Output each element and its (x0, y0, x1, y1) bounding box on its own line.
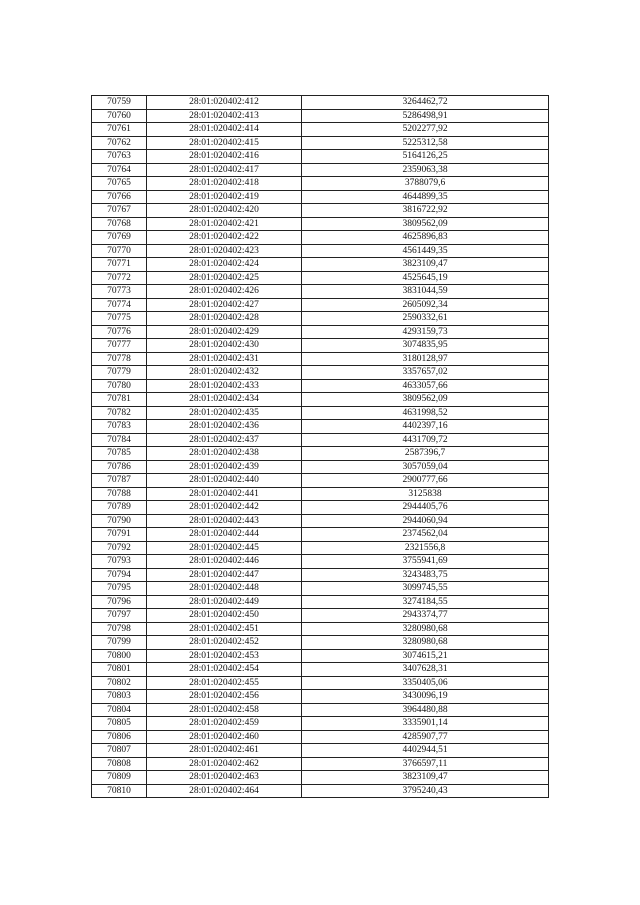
cadastral-number-cell: 28:01:020402:426 (147, 285, 302, 299)
value-cell: 2944060,94 (302, 514, 549, 528)
row-number-cell: 70772 (92, 271, 147, 285)
table-row (92, 609, 549, 623)
cadastral-number-cell: 28:01:020402:458 (147, 703, 302, 717)
cadastral-number-cell: 28:01:020402:462 (147, 757, 302, 771)
cadastral-number-cell: 28:01:020402:417 (147, 163, 302, 177)
table-row (92, 744, 549, 758)
row-number-cell: 70760 (92, 109, 147, 123)
cadastral-number-cell: 28:01:020402:428 (147, 312, 302, 326)
cadastral-number-cell: 28:01:020402:455 (147, 676, 302, 690)
cadastral-number-cell: 28:01:020402:418 (147, 177, 302, 191)
table-row (92, 717, 549, 731)
cadastral-number-cell: 28:01:020402:439 (147, 460, 302, 474)
value-cell: 4402397,16 (302, 420, 549, 434)
value-cell: 3335901,14 (302, 717, 549, 731)
row-number-cell: 70794 (92, 568, 147, 582)
cadastral-number-cell: 28:01:020402:449 (147, 595, 302, 609)
row-number-cell: 70792 (92, 541, 147, 555)
row-number-cell: 70799 (92, 636, 147, 650)
row-number-cell: 70789 (92, 501, 147, 515)
row-number-cell: 70790 (92, 514, 147, 528)
cadastral-number-cell: 28:01:020402:425 (147, 271, 302, 285)
value-cell: 3280980,68 (302, 622, 549, 636)
table-row (92, 352, 549, 366)
cadastral-number-cell: 28:01:020402:432 (147, 366, 302, 380)
value-cell: 2374562,04 (302, 528, 549, 542)
value-cell: 5286498,91 (302, 109, 549, 123)
row-number-cell: 70777 (92, 339, 147, 353)
table-row (92, 784, 549, 798)
cadastral-number-cell: 28:01:020402:452 (147, 636, 302, 650)
table-row (92, 312, 549, 326)
row-number-cell: 70759 (92, 96, 147, 110)
cadastral-number-cell: 28:01:020402:415 (147, 136, 302, 150)
row-number-cell: 70773 (92, 285, 147, 299)
row-number-cell: 70793 (92, 555, 147, 569)
table-body (92, 96, 549, 798)
table-row (92, 298, 549, 312)
row-number-cell: 70805 (92, 717, 147, 731)
table-row (92, 163, 549, 177)
cadastral-number-cell: 28:01:020402:460 (147, 730, 302, 744)
row-number-cell: 70786 (92, 460, 147, 474)
cadastral-number-cell: 28:01:020402:421 (147, 217, 302, 231)
value-cell: 2590332,61 (302, 312, 549, 326)
value-cell: 2943374,77 (302, 609, 549, 623)
cadastral-number-cell: 28:01:020402:427 (147, 298, 302, 312)
row-number-cell: 70765 (92, 177, 147, 191)
table-row (92, 190, 549, 204)
value-cell: 3057059,04 (302, 460, 549, 474)
table-row (92, 568, 549, 582)
table-row (92, 474, 549, 488)
table-row (92, 366, 549, 380)
value-cell: 3243483,75 (302, 568, 549, 582)
value-cell: 3766597,11 (302, 757, 549, 771)
cadastral-number-cell: 28:01:020402:463 (147, 771, 302, 785)
cadastral-number-cell: 28:01:020402:447 (147, 568, 302, 582)
table-row (92, 231, 549, 245)
cadastral-table (91, 95, 549, 798)
value-cell: 3823109,47 (302, 771, 549, 785)
cadastral-number-cell: 28:01:020402:445 (147, 541, 302, 555)
table-row (92, 690, 549, 704)
cadastral-number-cell: 28:01:020402:423 (147, 244, 302, 258)
value-cell: 3755941,69 (302, 555, 549, 569)
cadastral-number-cell: 28:01:020402:442 (147, 501, 302, 515)
row-number-cell: 70810 (92, 784, 147, 798)
row-number-cell: 70764 (92, 163, 147, 177)
cadastral-number-cell: 28:01:020402:461 (147, 744, 302, 758)
table-row (92, 676, 549, 690)
cadastral-number-cell: 28:01:020402:440 (147, 474, 302, 488)
value-cell: 5164126,25 (302, 150, 549, 164)
value-cell: 3795240,43 (302, 784, 549, 798)
row-number-cell: 70778 (92, 352, 147, 366)
table-row (92, 244, 549, 258)
value-cell: 3180128,97 (302, 352, 549, 366)
table-row (92, 771, 549, 785)
table-row (92, 757, 549, 771)
row-number-cell: 70804 (92, 703, 147, 717)
row-number-cell: 70766 (92, 190, 147, 204)
value-cell: 3074835,95 (302, 339, 549, 353)
row-number-cell: 70808 (92, 757, 147, 771)
row-number-cell: 70796 (92, 595, 147, 609)
cadastral-number-cell: 28:01:020402:456 (147, 690, 302, 704)
cadastral-number-cell: 28:01:020402:434 (147, 393, 302, 407)
table-row (92, 541, 549, 555)
value-cell: 2944405,76 (302, 501, 549, 515)
cadastral-number-cell: 28:01:020402:422 (147, 231, 302, 245)
row-number-cell: 70783 (92, 420, 147, 434)
table-row (92, 420, 549, 434)
table-row (92, 663, 549, 677)
value-cell: 4625896,83 (302, 231, 549, 245)
table-row (92, 271, 549, 285)
cadastral-number-cell: 28:01:020402:435 (147, 406, 302, 420)
value-cell: 2587396,7 (302, 447, 549, 461)
row-number-cell: 70795 (92, 582, 147, 596)
cadastral-number-cell: 28:01:020402:419 (147, 190, 302, 204)
value-cell: 3809562,09 (302, 393, 549, 407)
row-number-cell: 70768 (92, 217, 147, 231)
row-number-cell: 70802 (92, 676, 147, 690)
table-row (92, 622, 549, 636)
value-cell: 3788079,6 (302, 177, 549, 191)
cadastral-number-cell: 28:01:020402:441 (147, 487, 302, 501)
row-number-cell: 70788 (92, 487, 147, 501)
row-number-cell: 70791 (92, 528, 147, 542)
table-row (92, 447, 549, 461)
value-cell: 3407628,31 (302, 663, 549, 677)
table-row (92, 393, 549, 407)
table-row (92, 177, 549, 191)
value-cell: 3099745,55 (302, 582, 549, 596)
value-cell: 3264462,72 (302, 96, 549, 110)
row-number-cell: 70806 (92, 730, 147, 744)
cadastral-number-cell: 28:01:020402:459 (147, 717, 302, 731)
cadastral-number-cell: 28:01:020402:453 (147, 649, 302, 663)
table-row (92, 285, 549, 299)
value-cell: 4402944,51 (302, 744, 549, 758)
table-row (92, 96, 549, 110)
cadastral-number-cell: 28:01:020402:430 (147, 339, 302, 353)
cadastral-number-cell: 28:01:020402:413 (147, 109, 302, 123)
table-row (92, 433, 549, 447)
cadastral-number-cell: 28:01:020402:436 (147, 420, 302, 434)
row-number-cell: 70769 (92, 231, 147, 245)
value-cell: 4431709,72 (302, 433, 549, 447)
row-number-cell: 70770 (92, 244, 147, 258)
row-number-cell: 70761 (92, 123, 147, 137)
table-row (92, 555, 549, 569)
table-row (92, 460, 549, 474)
cadastral-number-cell: 28:01:020402:437 (147, 433, 302, 447)
value-cell: 3831044,59 (302, 285, 549, 299)
table-row (92, 582, 549, 596)
cadastral-number-cell: 28:01:020402:444 (147, 528, 302, 542)
value-cell: 3823109,47 (302, 258, 549, 272)
value-cell: 3816722,92 (302, 204, 549, 218)
value-cell: 4293159,73 (302, 325, 549, 339)
cadastral-number-cell: 28:01:020402:429 (147, 325, 302, 339)
cadastral-number-cell: 28:01:020402:414 (147, 123, 302, 137)
value-cell: 3809562,09 (302, 217, 549, 231)
row-number-cell: 70782 (92, 406, 147, 420)
row-number-cell: 70785 (92, 447, 147, 461)
table-row (92, 123, 549, 137)
row-number-cell: 70775 (92, 312, 147, 326)
cadastral-number-cell: 28:01:020402:424 (147, 258, 302, 272)
value-cell: 2359063,38 (302, 163, 549, 177)
table-row (92, 325, 549, 339)
table-row (92, 528, 549, 542)
cadastral-number-cell: 28:01:020402:450 (147, 609, 302, 623)
table-row (92, 406, 549, 420)
row-number-cell: 70780 (92, 379, 147, 393)
value-cell: 4633057,66 (302, 379, 549, 393)
table-row (92, 258, 549, 272)
value-cell: 3357657,02 (302, 366, 549, 380)
cadastral-number-cell: 28:01:020402:454 (147, 663, 302, 677)
table-row (92, 636, 549, 650)
row-number-cell: 70781 (92, 393, 147, 407)
cadastral-number-cell: 28:01:020402:412 (147, 96, 302, 110)
row-number-cell: 70787 (92, 474, 147, 488)
value-cell: 3430096,19 (302, 690, 549, 704)
value-cell: 4525645,19 (302, 271, 549, 285)
cadastral-number-cell: 28:01:020402:451 (147, 622, 302, 636)
value-cell: 4631998,52 (302, 406, 549, 420)
row-number-cell: 70771 (92, 258, 147, 272)
table-row (92, 730, 549, 744)
cadastral-number-cell: 28:01:020402:420 (147, 204, 302, 218)
value-cell: 3350405,06 (302, 676, 549, 690)
row-number-cell: 70767 (92, 204, 147, 218)
value-cell: 3274184,55 (302, 595, 549, 609)
row-number-cell: 70807 (92, 744, 147, 758)
cadastral-number-cell: 28:01:020402:443 (147, 514, 302, 528)
row-number-cell: 70762 (92, 136, 147, 150)
row-number-cell: 70763 (92, 150, 147, 164)
table-row (92, 150, 549, 164)
value-cell: 3280980,68 (302, 636, 549, 650)
table-row (92, 379, 549, 393)
cadastral-number-cell: 28:01:020402:438 (147, 447, 302, 461)
table-row (92, 487, 549, 501)
value-cell: 4285907,77 (302, 730, 549, 744)
value-cell: 4644899,35 (302, 190, 549, 204)
row-number-cell: 70784 (92, 433, 147, 447)
row-number-cell: 70779 (92, 366, 147, 380)
value-cell: 5225312,58 (302, 136, 549, 150)
row-number-cell: 70800 (92, 649, 147, 663)
table-row (92, 109, 549, 123)
cadastral-number-cell: 28:01:020402:431 (147, 352, 302, 366)
table-row (92, 595, 549, 609)
row-number-cell: 70774 (92, 298, 147, 312)
table-row (92, 514, 549, 528)
cadastral-number-cell: 28:01:020402:416 (147, 150, 302, 164)
row-number-cell: 70801 (92, 663, 147, 677)
value-cell: 2900777,66 (302, 474, 549, 488)
cadastral-number-cell: 28:01:020402:448 (147, 582, 302, 596)
table-row (92, 501, 549, 515)
value-cell: 4561449,35 (302, 244, 549, 258)
row-number-cell: 70798 (92, 622, 147, 636)
value-cell: 3964480,88 (302, 703, 549, 717)
row-number-cell: 70797 (92, 609, 147, 623)
cadastral-number-cell: 28:01:020402:433 (147, 379, 302, 393)
value-cell: 3125838 (302, 487, 549, 501)
row-number-cell: 70776 (92, 325, 147, 339)
table-row (92, 136, 549, 150)
cadastral-number-cell: 28:01:020402:464 (147, 784, 302, 798)
value-cell: 5202277,92 (302, 123, 549, 137)
value-cell: 2605092,34 (302, 298, 549, 312)
table-row (92, 703, 549, 717)
value-cell: 3074615,21 (302, 649, 549, 663)
table-row (92, 204, 549, 218)
cadastral-number-cell: 28:01:020402:446 (147, 555, 302, 569)
row-number-cell: 70803 (92, 690, 147, 704)
table-row (92, 339, 549, 353)
row-number-cell: 70809 (92, 771, 147, 785)
table-row (92, 649, 549, 663)
value-cell: 2321556,8 (302, 541, 549, 555)
table-row (92, 217, 549, 231)
